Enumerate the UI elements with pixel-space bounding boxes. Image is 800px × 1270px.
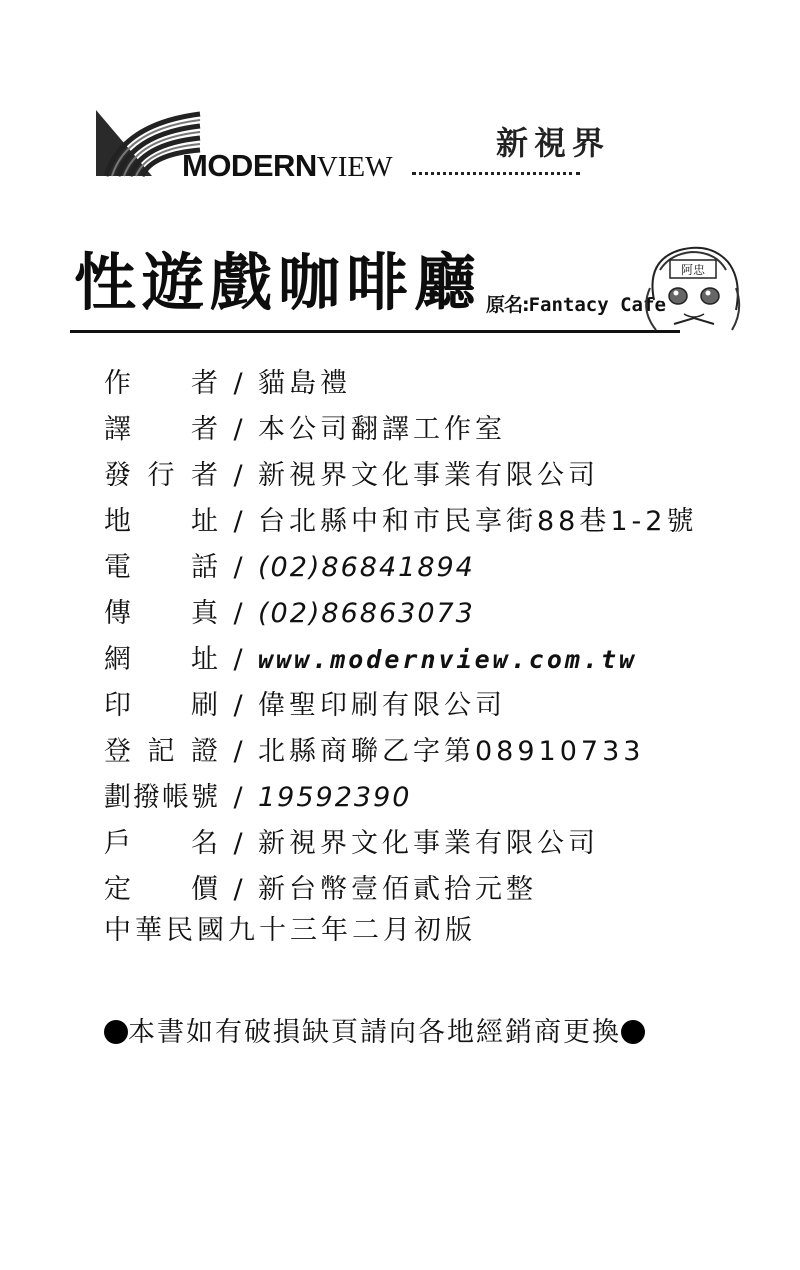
colophon-value: (02)86863073 <box>258 598 475 629</box>
colophon-separator: / <box>233 460 243 491</box>
mascot-badge-text: 阿忠 <box>680 263 706 277</box>
colophon-label: 譯者 <box>104 414 218 445</box>
colophon-label: 網址 <box>104 644 218 675</box>
colophon-row-translator <box>104 410 506 450</box>
colophon-row-account-name <box>104 824 599 864</box>
edition-statement: 中華民國九十三年二月初版 <box>104 915 476 946</box>
colophon-separator: / <box>233 598 243 629</box>
colophon-row-printer <box>104 686 506 726</box>
colophon-value: 新台幣壹佰貳拾元整 <box>258 874 537 905</box>
colophon-label: 戶名 <box>104 828 218 859</box>
colophon-separator: / <box>233 874 243 905</box>
colophon-label: 印刷 <box>104 690 218 721</box>
colophon-value: (02)86841894 <box>258 552 475 583</box>
colophon-row-postal-account <box>104 778 411 818</box>
colophon-row-publisher <box>104 456 599 496</box>
colophon-label: 登記證 <box>104 736 218 767</box>
colophon-value: 貓島禮 <box>258 368 351 399</box>
colophon-label: 傳真 <box>104 598 218 629</box>
colophon-label: 定價 <box>104 874 218 905</box>
colophon-value: 19592390 <box>258 782 412 813</box>
colophon-row-fax <box>104 594 475 634</box>
colophon-separator: / <box>233 552 243 583</box>
colophon-separator: / <box>233 828 243 859</box>
title-underline <box>70 330 680 333</box>
mascot-illustration <box>640 240 744 334</box>
colophon-value: 偉聖印刷有限公司 <box>258 690 506 721</box>
colophon-separator: / <box>233 644 243 675</box>
defect-notice-text: 本書如有破損缺頁請向各地經銷商更換 <box>128 1017 621 1048</box>
colophon-value: 新視界文化事業有限公司 <box>258 460 599 491</box>
original-title <box>486 290 666 317</box>
colophon-label: 電話 <box>104 552 218 583</box>
publisher-brand-chinese: 新視界 <box>496 124 611 162</box>
colophon-separator: / <box>233 414 243 445</box>
colophon-row-registration <box>104 732 644 772</box>
colophon-label: 作者 <box>104 368 218 399</box>
colophon-separator: / <box>233 782 243 813</box>
colophon-row-author <box>104 364 351 404</box>
colophon-value: 本公司翻譯工作室 <box>258 414 506 445</box>
modernview-logo-wordmark <box>182 150 392 182</box>
logo-word-bold: MODERN <box>182 148 317 183</box>
colophon-label: 地址 <box>104 506 218 537</box>
original-title-value: Fantacy Cafe <box>528 294 666 316</box>
defect-notice <box>104 1010 645 1049</box>
book-title: 性遊戲咖啡廳 <box>74 246 483 319</box>
colophon-separator: / <box>233 368 243 399</box>
colophon-row-address <box>104 502 697 542</box>
colophon-row-phone <box>104 548 475 588</box>
logo-dotted-leader <box>412 172 580 175</box>
colophon-separator: / <box>233 506 243 537</box>
colophon-value: 新視界文化事業有限公司 <box>258 828 599 859</box>
colophon-row-price <box>104 870 537 910</box>
colophon-label: 劃撥帳號 <box>104 782 218 813</box>
colophon-value: 台北縣中和市民享街88巷1-2號 <box>258 506 698 537</box>
colophon-row-website <box>104 640 637 680</box>
colophon-separator: / <box>233 736 243 767</box>
bullet-dot-icon <box>104 1020 128 1044</box>
colophon-value: 北縣商聯乙字第08910733 <box>258 736 645 767</box>
colophon-separator: / <box>233 690 243 721</box>
logo-word-thin: VIEW <box>316 151 393 183</box>
website-link[interactable]: www.modernview.com.tw <box>258 645 638 674</box>
bullet-dot-icon <box>621 1020 645 1044</box>
colophon-label: 發行者 <box>104 460 218 491</box>
original-title-label: 原名: <box>486 294 529 316</box>
